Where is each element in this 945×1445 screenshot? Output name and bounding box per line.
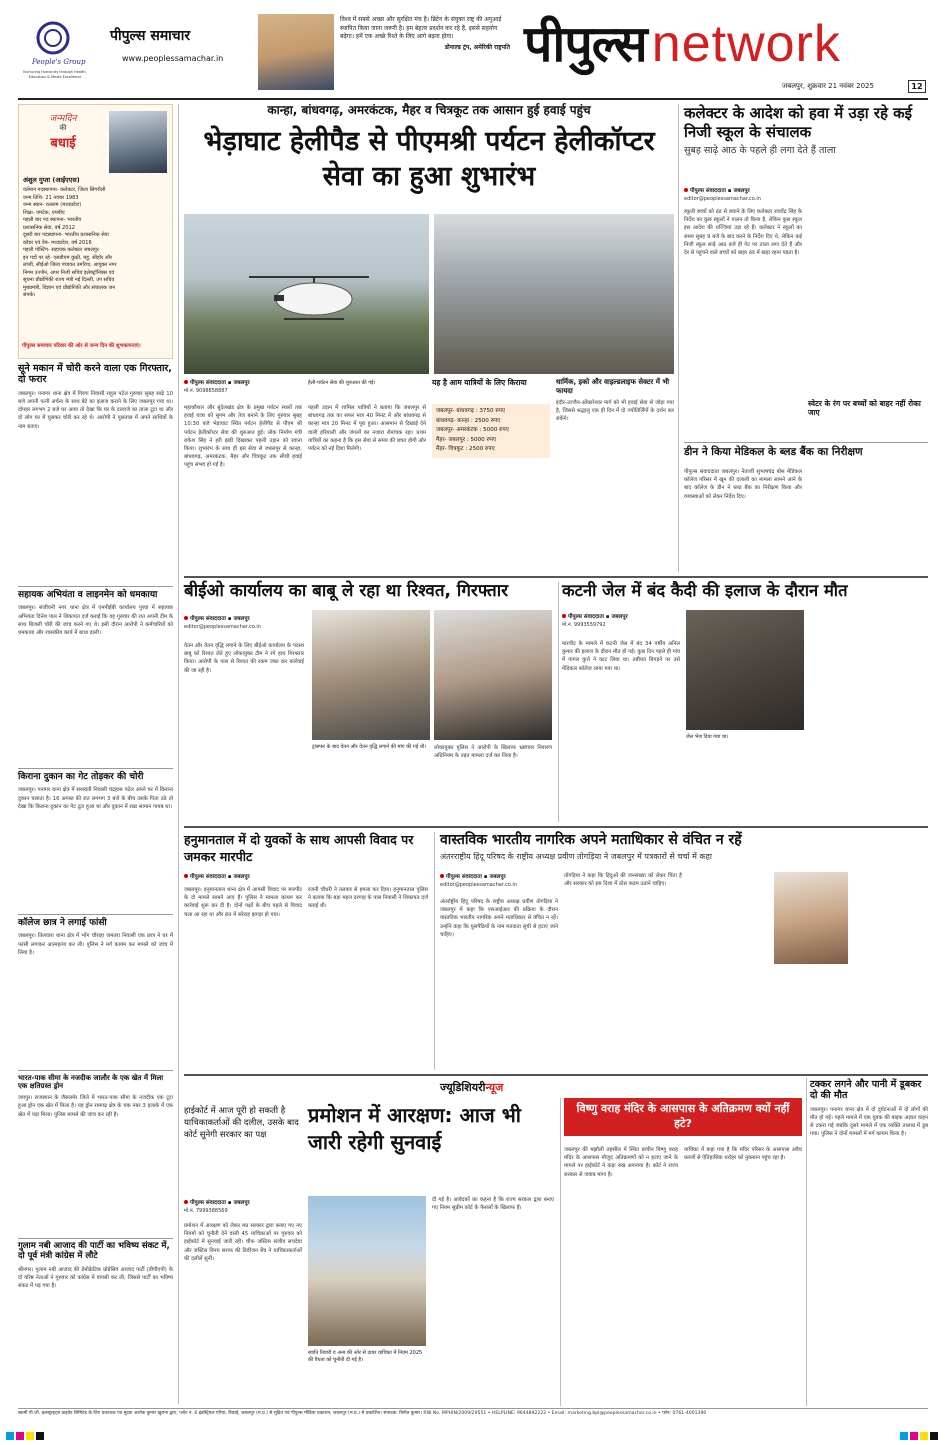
- registration-swatch: [36, 1432, 44, 1440]
- title-hindi: पीपुल्स: [524, 15, 647, 73]
- lead-byline-name: पीपुल्स संवाददाता: [190, 380, 226, 386]
- column-rule: [560, 1098, 561, 1406]
- group-tagline: Nurturing Humanity through Health, Education & Media Excellence: [23, 70, 87, 79]
- judiciary-byline: [184, 1198, 304, 1214]
- katni-byline-text: पीपुल्स संवाददाता ▪ जबलपुर: [562, 612, 692, 620]
- judiciary-label: [440, 1080, 503, 1095]
- birthday-heading-top: जन्मदिन: [49, 114, 77, 124]
- lead-headline: भेड़ाघाट हेलीपैड से पीएमश्री पर्यटन हेलीकॉप्टर सेवा का हुआ शुभारंभ: [203, 125, 655, 192]
- rule: [18, 768, 173, 769]
- temple-article: [564, 1098, 802, 1406]
- birthday-heading: [33, 111, 93, 151]
- column-rule: [178, 104, 179, 1404]
- trump-photo: [258, 14, 334, 90]
- fare-item: मैहर- जबलपुर : 5000 रुपए: [436, 436, 497, 443]
- judiciary-photo-caption: स्वाति तिवारी व अन्य की ओर से दायर याचिका में नियम 2025 की वैधता को चुनौती दी गई है।: [308, 1350, 423, 1363]
- rule: [18, 1070, 173, 1071]
- citizens-byline-place: जबलपुर: [489, 874, 506, 880]
- student-headline: कॉलेज छात्र ने लगाई फांसी: [18, 918, 107, 928]
- footer-rule: [18, 1408, 928, 1409]
- helicopter-illustration: [244, 269, 374, 329]
- lead-col2: पहली उड़ान में शामिल यात्रियों ने बताया कि जबलपुर से बांधवगढ़ तक का सफर मात्र 40 मिनट में और बांधवगढ़ से कान्हा मात्र 20 मिनट में पूरा हुआ। आसमान से दिखाई देने वाली हरियाली और जंगलों का नजारा रोमांचक रहा। प्रथम यात्रियों का कहना है कि इस सेवा से समय की बचत होगी और पर्यटन को नई दिशा मिलेगी।: [308, 405, 426, 453]
- birthday-heading-bottom: बधाई: [50, 136, 76, 151]
- fare-list: [432, 404, 550, 458]
- assistant-article: [18, 590, 173, 766]
- school-byline: [684, 186, 804, 202]
- temple-body: जबलपुर की मझौली तहसील में स्थित प्राचीन विष्णु वराह मंदिर के आसपास मौजूद अतिक्रमणों को न हटाए जाने के मामले पर हाईकोर्ट ने कड़ा रुख अपनाया है। कोर्ट ने राज्य सरकार से जवाब मांगा है।: [564, 1147, 678, 1178]
- birthday-line: सूचना प्रौद्योगिकी राज्य मंत्री नई दिल्ली, उप सचिव: [23, 277, 115, 284]
- citizens-byline: [440, 872, 570, 888]
- hanuman-byline-place: जबलपुर: [233, 874, 250, 880]
- lead-col1: महाकौशल और बुंदेलखंड क्षेत्र के प्रमुख पर्यटन स्थलों तक हवाई यात्रा को सुगम और तेज बनाने के लिए गुरुवार सुबह 10:30 बजे भेड़ाघाट स्थित पर्यटन हेलीपैड से पीएम श्री पर्यटन हेलीकॉप्टर सेवा की शुरुआत हुई। लोक निर्माण मंत्री राकेश सिंह ने हरी झंडी दिखाकर पहली उड़ान को रवाना किया। शुभारंभ के साथ ही इस सेवा से जबलपुर से कान्हा, बांधवगढ़, अमरकंटक, मैहर और चित्रकूट तक सीधी हवाई पहुंच संभव हो गई है।: [184, 405, 302, 469]
- citizens-col3: [688, 872, 768, 1066]
- katni-byline-place: जबलपुर: [611, 614, 628, 620]
- rule: [18, 1238, 173, 1239]
- fare-item: बांधवगढ़- कान्हा : 2500 रुपए: [436, 417, 501, 424]
- hanuman-body: जबलपुर। हनुमानताल थाना क्षेत्र में आपसी विवाद पर मारपीट के दो मामले सामने आए हैं। पुलिस ने मामला कायम कर कार्रवाई शुरू कर दी है। दोनों पक्षों के बीच पहले से विवाद चला आ रहा था और रात में सरेराह झगड़ा हो गया।: [184, 887, 302, 918]
- lead-photo-caption: हेली-पर्यटन सेवा की शुरुआत की गई।: [308, 380, 376, 386]
- registration-swatch: [910, 1432, 918, 1440]
- citizens-body: अंतर्राष्ट्रीय हिंदू परिषद के राष्ट्रीय अध्यक्ष प्रवीण तोगड़िया ने जबलपुर में कहा कि एसआईआर की प्रक्रिया के दौरान वास्तविक भारतीय नागरिक अपने मताधिकार से वंचित न रहें। उन्होंने कहा कि घुसपैठियों के नाम मतदाता सूची से हटाए जाने चाहिए।: [440, 899, 558, 938]
- birthday-line: शिक्षा- एमटेक, एमबीए: [23, 209, 65, 216]
- school-byline-text: पीपुल्स संवाददाता ▪ जबलपुर: [684, 186, 804, 194]
- azad-headline: गुलाम नबी आजाद की पार्टी का भविष्य संकट में, दो पूर्व मंत्री कांग्रेस में लौटे: [18, 1241, 170, 1261]
- quote-box: [340, 16, 510, 86]
- title-latin: network: [651, 15, 841, 73]
- judiciary-byline-name: पीपुल्स संवाददाता: [190, 1200, 226, 1206]
- kirana-body: जबलपुर। पनागर थाना क्षेत्र में सरस्वती निवासी चंद्रहास पटेल अपने घर में किराना दुकान चलाता है। 16 अगस्त की रात लगभग 3 बजे के बीच उसके पिता उठे तो देखा कि किराना दुकान का गेट टूटा हुआ था और दुकान में रखा सामान गायब था।: [18, 787, 173, 810]
- accident-headline: टक्कर लगने और पानी में डूबकर दो की मौत: [810, 1079, 922, 1101]
- registration-swatch: [930, 1432, 938, 1440]
- katni-article: [562, 582, 928, 822]
- masthead-title: [524, 8, 841, 74]
- student-article: [18, 918, 173, 1068]
- school-byline-place: जबलपुर: [733, 188, 750, 194]
- birthday-name: अंशुल गुप्ता (आईएएस): [23, 176, 80, 184]
- temple-headline: विष्णु वराह मंदिर के आसपास के अतिक्रमण क्यों नहीं हटे?: [576, 1102, 790, 1130]
- judiciary-body: प्रमोशन में आरक्षण को लेकर मप्र सरकार द्वारा बनाए गए नए नियमों को चुनौती देने वाली 45 याचिकाओं पर गुरुवार को हाईकोर्ट में सुनवाई जारी रही। चीफ जस्टिस संजीव सचदेवा और जस्टिस विनय सराफ की डिवीजन बेंच ने याचिकाकर्ताओं की दलीलें सुनीं।: [184, 1223, 302, 1262]
- bribe-article: [184, 582, 554, 822]
- judiciary-label-b: न्यूज: [485, 1081, 504, 1094]
- fare-box: [432, 378, 550, 498]
- birthday-line: कॉडर एवं वेब- मध्यप्रदेश, वर्ष 2016: [23, 239, 92, 246]
- babu-photo-2: [434, 610, 552, 740]
- rule: [184, 1074, 928, 1076]
- togadia-photo: [774, 872, 848, 964]
- bribe-photo-caption: ट्रांसफर के बाद वेतन और वेतन वृद्धि लगाने की मांग की गई थी।: [312, 744, 427, 750]
- school-email: editor@peoplessamachar.co.in: [684, 196, 761, 202]
- birthday-line: जन्म स्थान- रतलाम (मध्यप्रदेश): [23, 202, 82, 209]
- school-body-2: [808, 184, 928, 404]
- sister-paper-name: पीपुल्स समाचार: [110, 28, 191, 44]
- temple-headline-box: [564, 1098, 802, 1136]
- birthday-line: लांजी, सीईओ जिला पंचायत उमरिया, आयुक्त नगर: [23, 262, 117, 269]
- masthead: [0, 0, 945, 100]
- benefit-title: धार्मिक, इको और वाइल्डलाइफ सेक्टर में भी फायदा: [556, 378, 670, 395]
- school-subhead: सुबह साढ़े आठ के पहले ही लगा देते हैं ताला: [684, 144, 836, 156]
- website-link[interactable]: www.peoplessamachar.in: [122, 54, 224, 63]
- registration-swatch: [26, 1432, 34, 1440]
- column-rule: [806, 1078, 807, 1406]
- group-logo: [30, 18, 76, 62]
- masthead-rule: [18, 98, 928, 100]
- highcourt-photo: [308, 1196, 426, 1346]
- citizens-byline-name: पीपुल्स संवाददाता: [446, 874, 482, 880]
- theft-headline: सूने मकान में चोरी करने वाला एक गिरफ्तार, दो फरार: [18, 363, 172, 385]
- babu-photo-1: [312, 610, 430, 740]
- birthday-line: वर्तमान पदस्थापना- कलेक्टर, जिला सिंगरौली: [23, 187, 106, 193]
- kirana-article: [18, 772, 173, 912]
- school-article: [684, 104, 928, 440]
- birthday-heading-mid: की: [59, 124, 67, 132]
- katni-byline: [562, 612, 692, 628]
- fare-item: जबलपुर- बांधवगढ़ : 3750 रुपए: [436, 408, 505, 414]
- column-rule: [678, 104, 679, 572]
- lead-mobile: मो.नं. 9098858887: [184, 388, 228, 394]
- drone-body: जयपुर। राजस्थान के जैसलमेर जिले में भारत-पाक सीमा के नजदीक एक टूटा हुआ ड्रोन एक खेत में मिला है। यह ड्रोन रामगढ़ क्षेत्र के चक नंबर 3 इलाके में एक खेत में पड़ा मिला। पुलिस मामले की जांच कर रही है।: [18, 1095, 173, 1118]
- column-rule: [434, 832, 435, 1070]
- drone-article: [18, 1074, 173, 1236]
- judiciary-byline-place: जबलपुर: [233, 1200, 250, 1206]
- judiciary-col2: दी गई है। आवेदकों का कहना है कि राज्य सरकार द्वारा बनाए गए नियम सुप्रीम कोर्ट के फैसलों के खिलाफ हैं।: [432, 1197, 554, 1212]
- student-body: जबलपुर। तिलवारा थाना क्षेत्र में भोंग चौराहा जमतरा निवासी एक छात्र ने घर में फांसी लगाकर आत्महत्या कर ली। पुलिस ने मर्ग कायम कर मामले को जांच में लिया है।: [18, 933, 173, 956]
- birthday-line: दूसरी बार पदस्थापना- भारतीय प्रशासनिक सेवा: [23, 232, 109, 239]
- birthday-box: [18, 104, 173, 359]
- temple-col2: याचिका में कहा गया है कि मंदिर परिसर के आसपास अवैध कब्जों से ऐतिहासिक धरोहर को नुकसान पहुंच रहा है।: [684, 1147, 802, 1162]
- bloodbank-headline: डीन ने किया मेडिकल के ब्लड बैंक का निरीक्षण: [684, 446, 863, 458]
- lead-byline-place: जबलपुर: [233, 380, 250, 386]
- rule: [684, 442, 928, 443]
- citizens-email: editor@peoplessamachar.co.in: [440, 882, 517, 888]
- column-rule: [558, 582, 559, 822]
- hanuman-byline: पीपुल्स संवाददाता ▪ जबलपुर: [184, 872, 250, 880]
- footer-imprint: स्वामी पी.जी. इलस्ट्राइट्स प्राइवेट लिमिटेड के लिए प्रकाशक एवं मुद्रक अशोक कुमार खुराना द्वारा, प्लॉट नं. 6 इंडस्ट्रियल एरिया, रिछाई, जबलपुर (म.प्र.) से मुद्रित एवं पीपुल्स मीडिया प्रकाशन, जबलपुर (म.प्र.) से प्रकाशित। संपादक: विनीत कुमार। RNI No. MPHIN/2009/29551 • HELPLINE: 9644892222 • Email: marketing.bpl@peoplessamachar.co.in • फोन: 0761-4001390: [18, 1411, 707, 1416]
- birthday-line: पहली पोस्टिंग- सहायक कलेक्टर जबलपुर: [23, 247, 99, 254]
- citizens-headline: वास्तविक भारतीय नागरिक अपने मताधिकार से वंचित न रहें: [440, 832, 742, 848]
- birthday-details: [23, 187, 171, 300]
- quote-text: विश्व में सबसे अच्छा और सुरक्षित मंच है। ब्रिटेन के संयुक्त राष्ट्र की अगुआई स्थापित किया जाना जरूरी है। हम बेहतर प्रदर्शन कर रहे हैं, इससे सहयोग बढ़ेगा। हमें एक अच्छे रिश्ते के लिए आगे बढ़ना होगा।: [340, 16, 502, 41]
- color-registration-marks: [0, 1430, 945, 1442]
- fare-title: यह है आम यात्रियों के लिए किराया: [432, 378, 527, 387]
- judiciary-article: [184, 1098, 556, 1406]
- rule: [18, 586, 173, 587]
- quote-author: डोनाल्ड ट्रंप, अमेरिकी राष्ट्रपति: [444, 44, 510, 52]
- lead-byline-text: पीपुल्स संवाददाता ▪ जबलपुर: [184, 378, 304, 386]
- lead-kicker: कान्हा, बांधवगढ़, अमरकंटक, मैहर व चित्रकूट तक आसान हुई हवाई पहुंच: [267, 103, 591, 117]
- benefit-box: [556, 378, 674, 568]
- bribe-byline-place: जबलपुर: [233, 616, 250, 622]
- katni-photo-caption: जेल भेज दिया गया था।: [686, 734, 729, 740]
- registration-swatch: [6, 1432, 14, 1440]
- fare-item: जबलपुर- अमरकंटक : 5000 रुपए: [436, 427, 509, 433]
- hanuman-col2: रजनी चौधरी ने तलवार से हमला कर दिया। हनुमानताल पुलिस ने बताया कि बड़ा महल दरगाह के पास निवासी ने शिकायत दर्ज कराई थी।: [308, 887, 428, 910]
- katni-headline: कटनी जेल में बंद कैदी की इलाज के दौरान मौत: [562, 581, 848, 600]
- theft-body: जबलपुर। पनागर थाना क्षेत्र में गिरगा निवासी राहुल पटेल गुरुवार सुबह साढ़े 10 बजे अपनी पत्नी अर्चना के साथ बेटे का इलाज कराने के लिए जबलपुर गया था। दोपहर लगभग 2 बजे घर आया तो देखा कि घर के दरवाजे का ताला टूटा था और दो लोग घर में घुसकर चोरी कर रहे थे। आरोपी ने पूछताछ में अपने साथियों के नाम बताए।: [18, 390, 173, 430]
- judiciary-headline: प्रमोशन में आरक्षण: आज भी जारी रहेगी सुनवाई: [308, 1103, 521, 1154]
- birthday-line: निगम उज्जैन, अपर निजी सचिव इलेक्ट्रॉनिक्स एवं: [23, 269, 115, 276]
- registration-swatch: [900, 1432, 908, 1440]
- bribe-col1: वेतन और वेतन वृद्धि लगाने के लिए बीईओ कार्यालय के पदस्थ बाबू को रिश्वत लेते हुए लोकायुक्त टीम ने रंगे हाथ गिरफ्तार किया। आरोपी के पास से रिश्वत की रकम जब्त कर कार्रवाई की जा रही है।: [184, 643, 304, 674]
- katni-body: मारपीट के मामले में कटनी जेल में बंद 34 वर्षीय अनिल कुमार की इलाज के दौरान मौत हो गई। कुछ दिन पहले ही गांव में पागल कुत्ते ने काट लिया था। तबीयत बिगड़ने पर उसे मेडिकल कॉलेज लाया गया था।: [562, 641, 680, 672]
- accident-article: [810, 1080, 928, 1406]
- bribe-col2: लोकायुक्त पुलिस ने आरोपी के खिलाफ भ्रष्टाचार निवारण अधिनियम के तहत मामला दर्ज कर लिया है।: [434, 745, 552, 760]
- judiciary-kicker: हाईकोर्ट में आज पूरी हो सकती है याचिकाकर्ताओं की दलील, उसके बाद कोर्ट सुनेगी सरकार का पक्ष: [184, 1106, 299, 1140]
- drone-headline: भारत-पाक सीमा के नजदीक जालौर के एक खेत में मिला एक क्षतिग्रस्त ड्रोन: [18, 1074, 164, 1091]
- school-body: स्कूली बच्चों को ठंड से बचाने के लिए कलेक्टर राघवेंद्र सिंह के निर्देश का कुछ स्कूलों ने पालन तो किया है, लेकिन कुछ स्कूल इस आदेश की धज्जियां उड़ा रहे हैं। कलेक्टर ने स्कूलों का समय सुबह 9 बजे के बाद करने के निर्देश दिए थे, लेकिन कई निजी स्कूल साढ़े आठ बजे ही गेट पर ताला लगा देते हैं और देर से पहुंचने वाले बच्चों को बाहर ठंड में खड़ा रहना पड़ता है।: [684, 209, 802, 257]
- hanuman-headline: हनुमानताल में दो युवकों के साथ आपसी विवाद पर जमकर मारपीट: [184, 832, 414, 864]
- fare-item: मैहर- चित्रकूट : 2500 रुपए: [436, 446, 495, 452]
- katni-mobile: मो.नं. 9993559792: [562, 622, 606, 628]
- prisoner-photo: [686, 610, 804, 730]
- benefit-body: इंदौर-उज्जैन-ओंकारेश्वर मार्ग को भी हवाई सेवा से जोड़ा गया है, जिससे श्रद्धालु एक ही दिन में दो ज्योतिर्लिंगों के दर्शन कर सकेंगे।: [556, 399, 674, 422]
- katni-byline-name: पीपुल्स संवाददाता: [568, 614, 604, 620]
- birthday-line: संपर्क।: [23, 292, 36, 299]
- school-byline-name: पीपुल्स संवाददाता: [690, 188, 726, 194]
- citizens-col4: [852, 872, 928, 1066]
- birthday-portrait: [109, 111, 167, 173]
- bribe-byline-name: पीपुल्स संवाददाता: [190, 616, 226, 622]
- bribe-byline: [184, 614, 314, 630]
- birthday-line: प्रशासनिक सेवा, वर्ष 2012: [23, 224, 75, 231]
- azad-article: [18, 1242, 173, 1402]
- birthday-wish: पीपुल्स समाचार परिवार की ओर से जन्म दिन की शुभकामनाएं।: [22, 343, 141, 349]
- bribe-byline-text: पीपुल्स संवाददाता ▪ जबलपुर: [184, 614, 314, 622]
- citizens-subhead: अंतरराष्ट्रीय हिंदू परिषद के राष्ट्रीय अध्यक्ष प्रवीण तोगड़िया ने जबलपुर में पत्रकारों से चर्चा में कहा: [440, 852, 712, 862]
- accident-body: जबलपुर। पनागर थाना क्षेत्र में दो दुर्घटनाओं में दो लोगों की मौत हो गई। पहले मामले में एक युवक की बाइक अज्ञात वाहन से टकरा गई जबकि दूसरे मामले में एक व्यक्ति तालाब में डूब गया। पुलिस ने दोनों मामलों में मर्ग कायम किया है।: [810, 1106, 928, 1138]
- citizens-col2: तोगड़िया ने कहा कि हिंदुओं की जनसंख्या को लेकर चिंता है और सरकार को इस दिशा में ठोस कदम उठाने चाहिए।: [564, 873, 682, 888]
- birthday-line: मुख्यमंत्री, विज्ञान एवं प्रौद्योगिकी और संचालक जन: [23, 284, 116, 291]
- bribe-email: editor@peoplessamachar.co.in: [184, 624, 261, 630]
- citizens-article: [440, 832, 928, 1070]
- assistant-headline: सहायक अभियंता व लाइनमेन को धमकाया: [18, 590, 158, 600]
- rule: [184, 826, 928, 828]
- birthday-line: पहली बार पद स्थापना- भारतीय: [23, 217, 82, 224]
- rule: [184, 576, 928, 578]
- school-headline: कलेक्टर के आदेश को हवा में उड़ा रहे कई निजी स्कूल के संचालक: [684, 104, 913, 141]
- sister-paper-logo: [110, 26, 190, 45]
- lead-story: [184, 104, 674, 574]
- bribe-headline: बीईओ कार्यालय का बाबू ले रहा था रिश्वत, गिरफ्तार: [184, 581, 509, 601]
- azad-body: श्रीनगर। गुलाम नबी आजाद की डेमोक्रेटिक प्रोग्रेसिव आजाद पार्टी (डीपीएपी) के दो वरिष्ठ नेताओं ने गुरुवार को कांग्रेस में वापसी कर ली, जिससे पार्टी का भविष्य संकट में पड़ गया है।: [18, 1266, 173, 1289]
- group-name: People's Group: [32, 58, 86, 66]
- registration-swatch: [920, 1432, 928, 1440]
- helicopter-photo: [184, 214, 429, 374]
- lead-col3: [432, 502, 550, 572]
- judiciary-mobile: मो.नं. 7999388569: [184, 1208, 228, 1214]
- citizens-byline-text: पीपुल्स संवाददाता ▪ जबलपुर: [440, 872, 570, 880]
- bloodbank-article: [684, 446, 928, 572]
- judiciary-byline-text: पीपुल्स संवाददाता ▪ जबलपुर: [184, 1198, 304, 1206]
- dignitaries-photo: [434, 214, 674, 374]
- birthday-line: जन्म तिथि- 21 नवंबर 1983: [23, 194, 79, 201]
- katni-body-2: [810, 610, 928, 818]
- judiciary-label-a: ज्यूडिशियरी: [440, 1081, 486, 1094]
- dateline: जबलपुर, शुक्रवार 21 नवंबर 2025: [782, 82, 874, 90]
- rule: [18, 914, 173, 915]
- theft-article: [18, 364, 173, 584]
- hanuman-byline-name: पीपुल्स संवाददाता: [190, 874, 226, 880]
- bloodbank-body-2: [808, 468, 928, 568]
- school-subhead-2: स्वेटर के रंग पर बच्चों को बाहर नहीं रोका जाए: [808, 399, 921, 417]
- kirana-headline: किराना दुकान का गेट तोड़कर की चोरी: [18, 772, 144, 782]
- page-number: 12: [908, 80, 926, 93]
- registration-swatch: [16, 1432, 24, 1440]
- assistant-body: जबलपुर। संजीवनी नगर थाना क्षेत्र में एमपीईबी कार्यालय पुरवा में सहायक अभियंता दिनेश पाल ने शिकायत दर्ज कराई कि वह गुरुवार की रात अपनी टीम के साथ बिजली चोरी की जांच करने गए थे। इसी दौरान आरोपी ने कर्मचारियों को धमकाया और शासकीय कार्य में बाधा डाली।: [18, 605, 173, 636]
- lead-byline: [184, 378, 304, 394]
- birthday-line: इन पदों पर रहे- एसडीएम कुक्षी, महू, सीहोर और: [23, 254, 113, 261]
- hanuman-article: [184, 832, 430, 1070]
- bloodbank-body: पीपुल्स संवाददाता जबलपुर। नेताजी सुभाषचंद्र बोस मेडिकल कॉलेज परिसर में खून की दलाली का मामला सामने आने के बाद कॉलेज के डीन ने ब्लड बैंक का निरीक्षण किया और व्यवस्थाओं को लेकर निर्देश दिए।: [684, 469, 802, 500]
